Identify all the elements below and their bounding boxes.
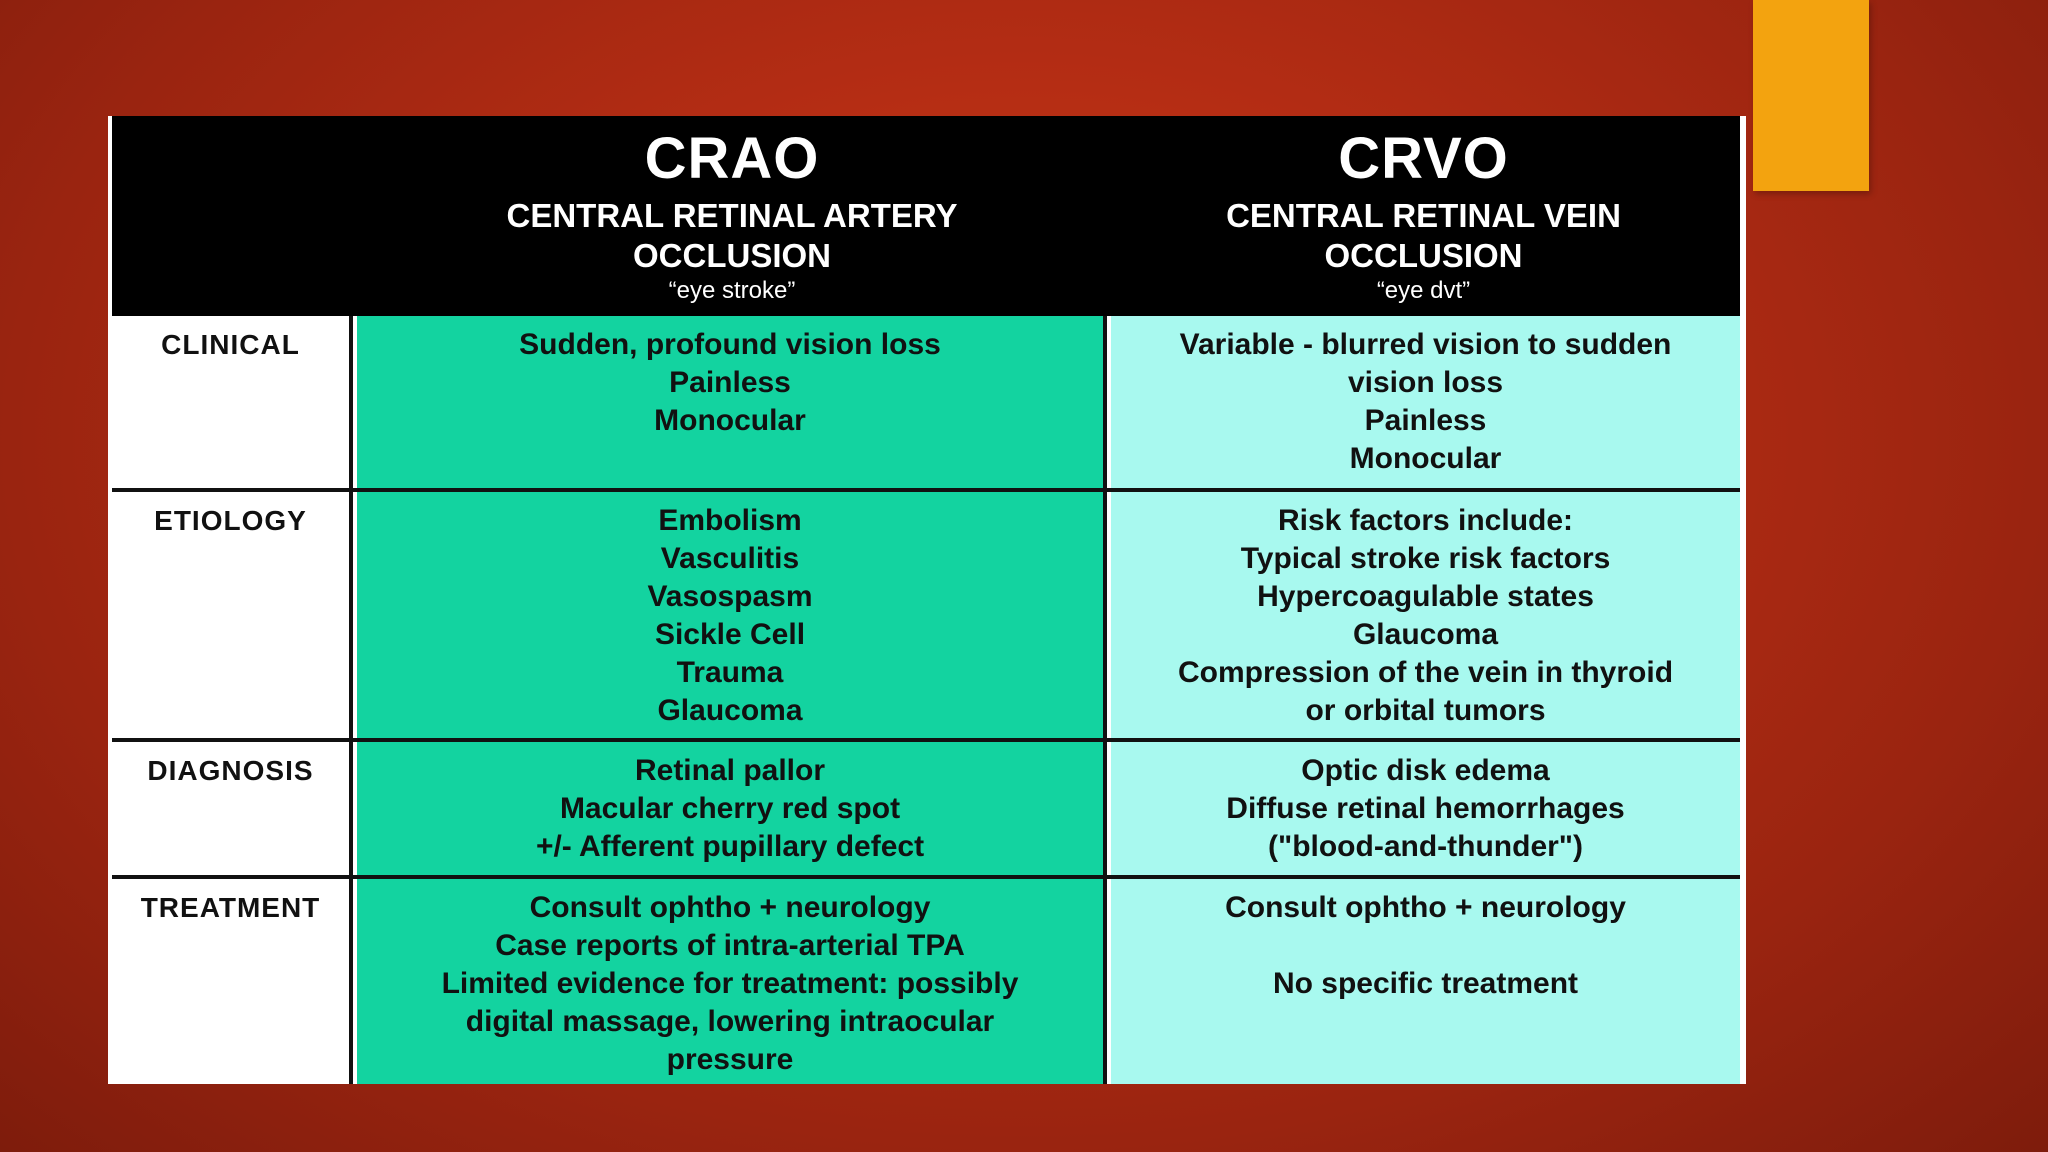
row-label-clinical: CLINICAL [112,316,353,488]
crvo-etiology-line: or orbital tumors [1305,694,1546,727]
crvo-full-name [1107,196,1740,276]
crvo-etiology-cell [1111,492,1740,738]
crao-etiology-cell [357,492,1107,738]
crao-diagnosis-line: +/- Afferent pupillary defect [535,830,925,863]
crao-treatment-line: pressure [666,1043,794,1076]
crvo-diagnosis-line: ("blood-and-thunder") [1267,830,1584,863]
crao-treatment-line: Limited evidence for treatment: possibly [441,967,1019,1000]
crao-header [357,116,1107,316]
crvo-abbreviation: CRVO [1338,126,1509,191]
crvo-header [1107,116,1740,316]
crvo-diagnosis-line: Optic disk edema [1301,754,1550,787]
row-label-treatment: TREATMENT [112,879,353,1084]
crao-treatment-line: digital massage, lowering intraocular [465,1005,995,1038]
table-header [112,116,1740,316]
crvo-diagnosis-cell [1111,742,1740,875]
crao-clinical-cell [357,316,1107,488]
crao-full-name-line-1: CENTRAL RETINAL ARTERY [506,197,958,234]
crvo-treatment-spacer [1111,927,1740,965]
crvo-treatment-cell [1111,879,1740,1084]
crvo-etiology-line: Glaucoma [1352,618,1499,651]
crao-full-name [357,196,1107,276]
crvo-etiology-line: Risk factors include: [1277,504,1574,537]
crao-clinical-line: Painless [669,366,791,399]
crao-nickname: “eye stroke” [668,277,796,304]
crao-abbreviation: CRAO [644,126,820,191]
crao-etiology-line: Vasculitis [660,542,800,575]
crao-diagnosis-line: Retinal pallor [634,754,826,787]
table-row-treatment [112,875,1740,1084]
crvo-etiology-line: Typical stroke risk factors [1240,542,1611,575]
crao-treatment-cell [357,879,1107,1084]
row-label-etiology: ETIOLOGY [112,492,353,738]
crao-etiology-line: Glaucoma [657,694,803,727]
crvo-clinical-line: Painless [1364,404,1487,437]
crvo-full-name-line-2: OCCLUSION [1324,237,1523,274]
crao-clinical-line: Sudden, profound vision loss [519,328,941,361]
crvo-treatment-line: No specific treatment [1272,967,1579,1000]
crao-clinical-line: Monocular [654,404,806,437]
comparison-table [108,116,1746,1084]
crao-full-name-line-2: OCCLUSION [633,237,831,274]
row-label-diagnosis: DIAGNOSIS [112,742,353,875]
crao-treatment-line: Case reports of intra-arterial TPA [495,929,965,962]
crvo-clinical-cell [1111,316,1740,488]
crvo-clinical-line: vision loss [1347,366,1504,399]
table-row-diagnosis [112,738,1740,875]
table-row-clinical [112,316,1740,488]
crao-diagnosis-cell [357,742,1107,875]
crvo-treatment-line: Consult ophtho + neurology [1225,891,1626,924]
crvo-clinical-line: Monocular [1349,442,1502,475]
crvo-etiology-line: Hypercoagulable states [1257,580,1594,613]
crao-etiology-line: Embolism [658,504,802,537]
crvo-etiology-line: Compression of the vein in thyroid [1177,656,1674,689]
crao-diagnosis-line: Macular cherry red spot [559,792,901,825]
crvo-nickname: “eye dvt” [1376,277,1471,304]
table-row-etiology [112,488,1740,738]
crvo-clinical-line: Variable - blurred vision to sudden [1179,328,1672,361]
crvo-diagnosis-line: Diffuse retinal hemorrhages [1226,792,1625,825]
accent-bar [1753,0,1869,191]
crao-treatment-line: Consult ophtho + neurology [529,891,931,924]
crao-etiology-line: Vasospasm [647,580,813,613]
crvo-full-name-line-1: CENTRAL RETINAL VEIN [1226,197,1621,234]
crao-etiology-line: Trauma [676,656,784,689]
crao-etiology-line: Sickle Cell [654,618,806,651]
